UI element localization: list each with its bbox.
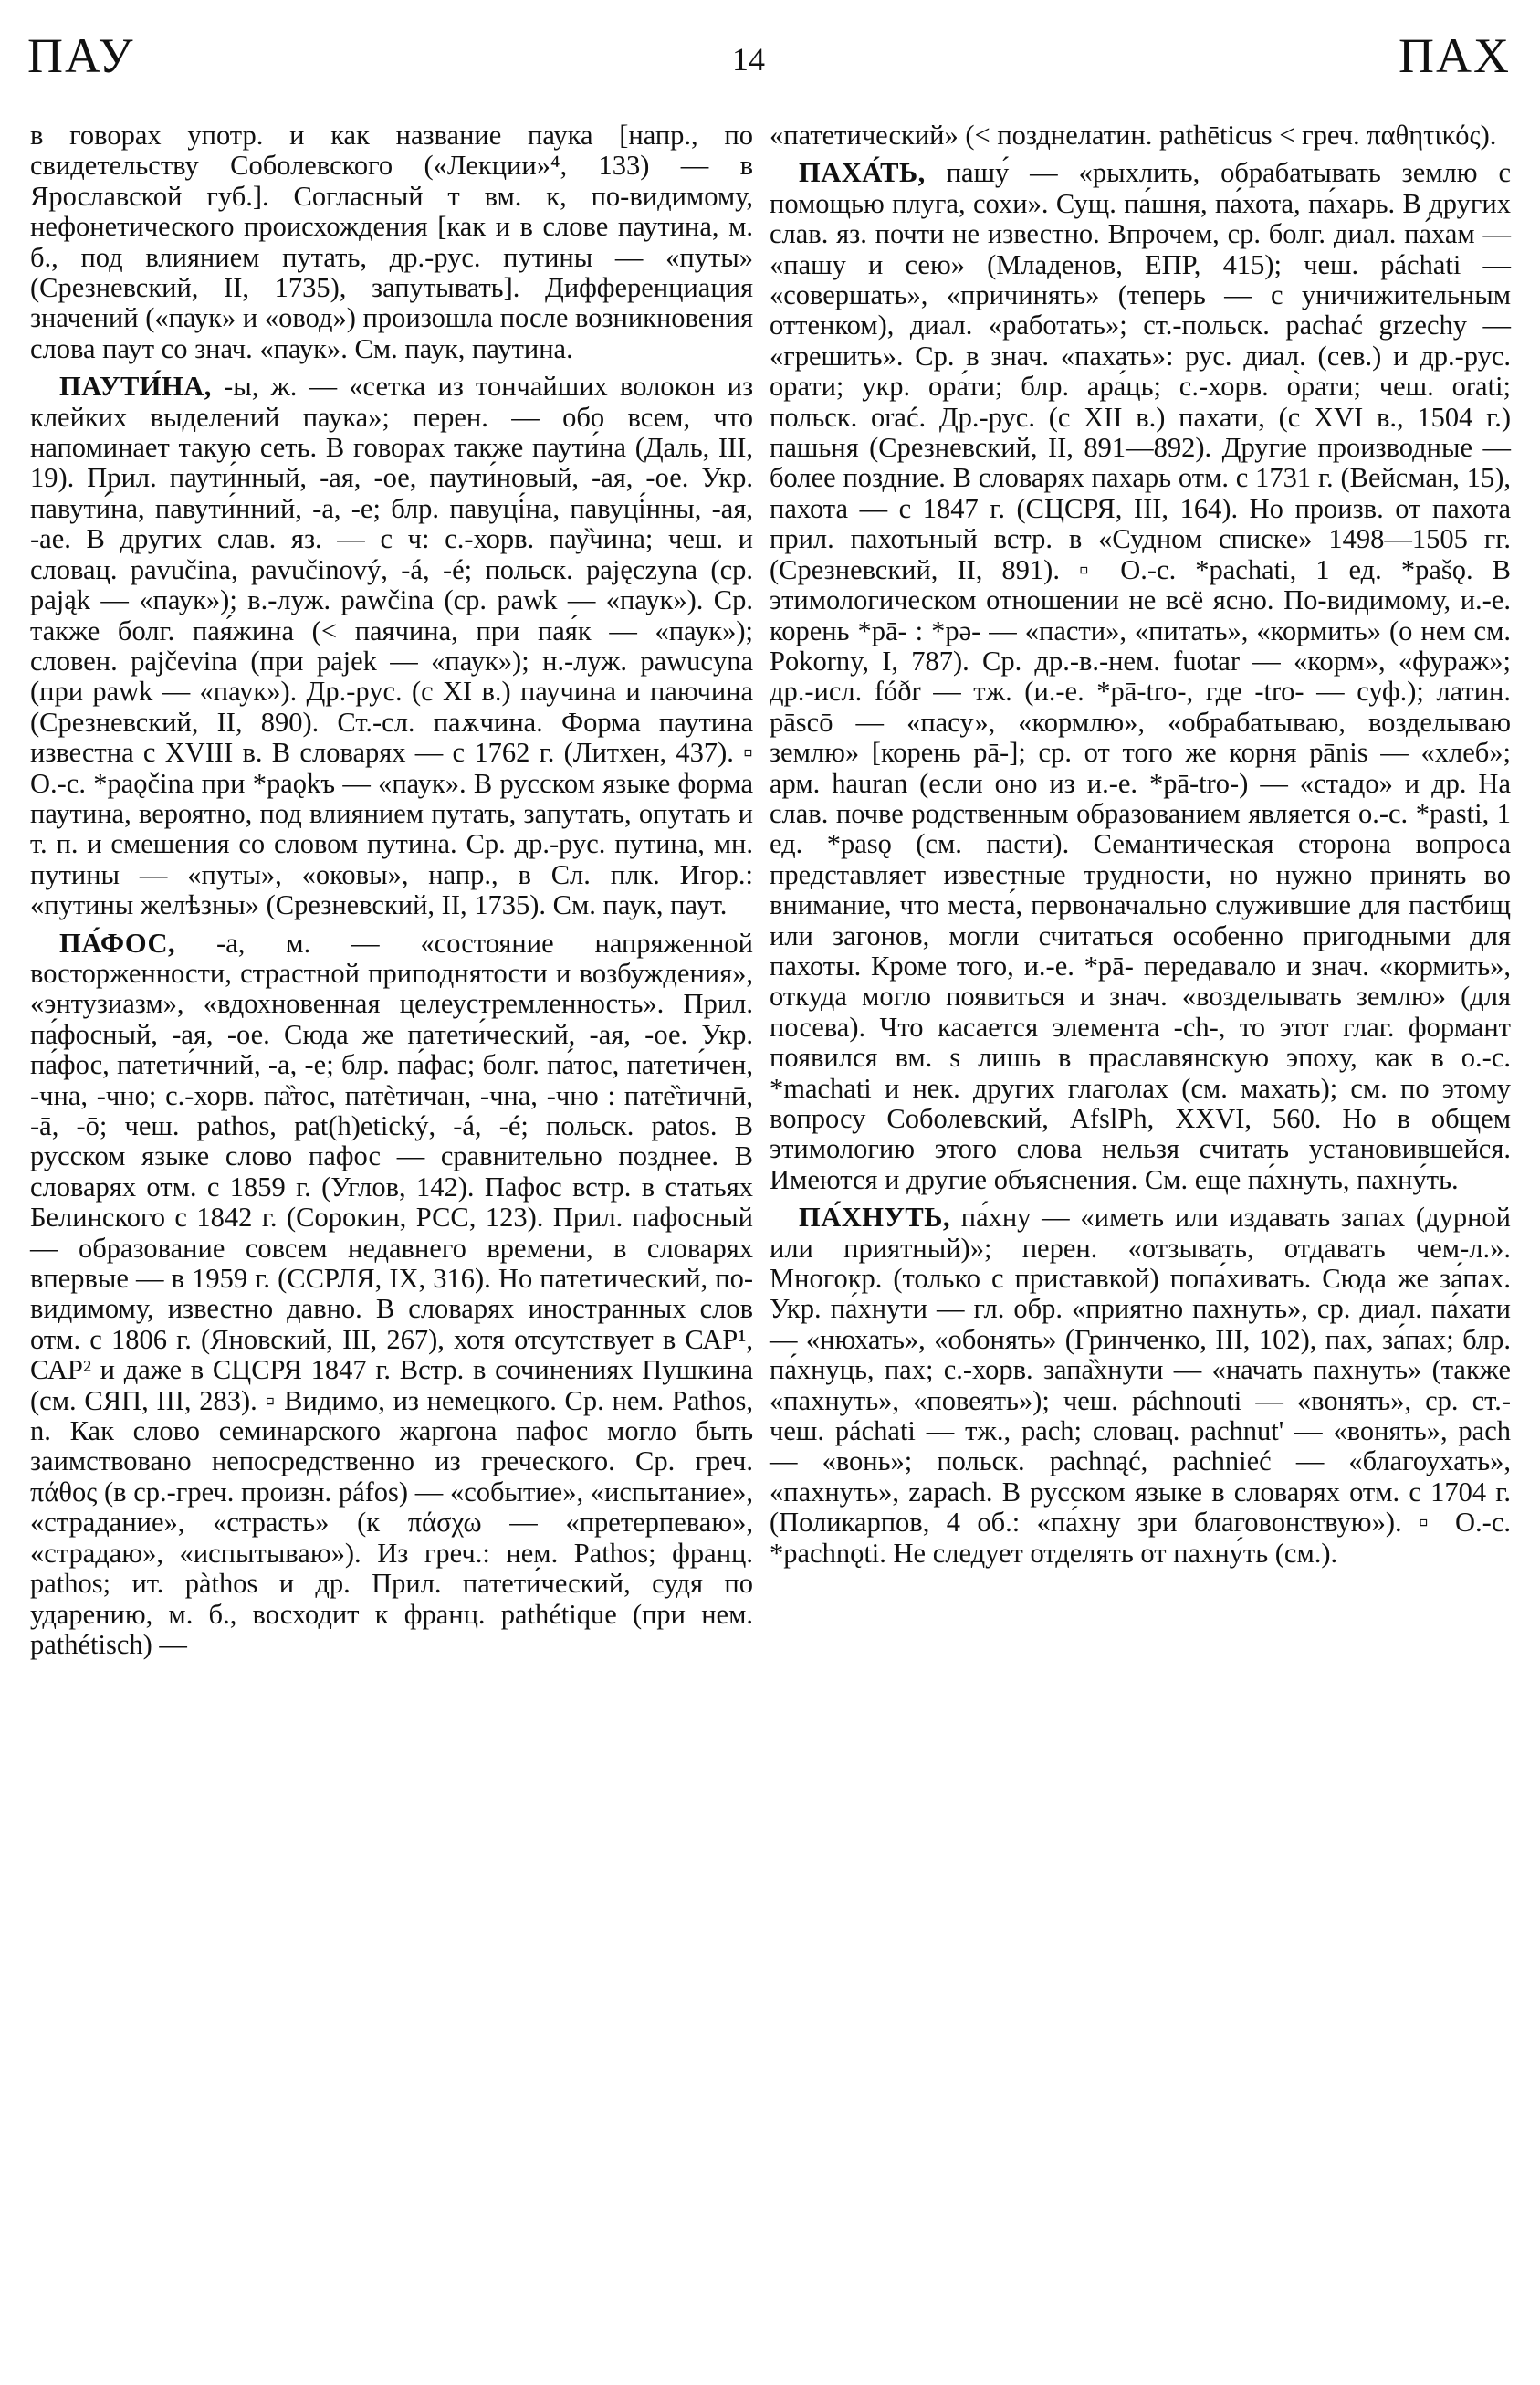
entry-text: «патетический» (< позднелатин. pathēticus < греч. παθητικός). bbox=[770, 120, 1497, 151]
entry-continuation bbox=[30, 121, 753, 364]
entry-continuation bbox=[770, 121, 1511, 151]
entry-text: па́хну — «иметь или издавать запах (дурной или приятный)»; перен. «отзывать, отдавать чем-л.». Многокр. (только с приставкой) попа́хивать. Сюда же за́пах. Укр. па́хнути — гл. обр. «приятно пахнуть», ср. диал. па́хати — «нюхать», «обонять» (Гринченко, III, 102), пах, за́пах; блр. па́хнуць, пах; с.-хорв. запа̏хнути — «начать пахнуть» (также «пахнуть», «повеять»); чеш. páchnouti — «вонять», ср. ст.-чеш. páchati — тж., pach; словац. pachnut' — «вонять», pach — «вонь»; польск. pachnąć, pachnieć — «благоухать», «пахнуть», zapach. В русском языке в словарях отм. с 1704 г. (Поликарпов, 4 об.: «па́хну зри благовонствую»). ▫ О.-с. *pachnǫti. Не следует отделять от пахну́ть (см.). bbox=[770, 1202, 1511, 1569]
entry-pakhat bbox=[770, 158, 1511, 1195]
right-column bbox=[770, 121, 1511, 1576]
entry-pakhnut bbox=[770, 1203, 1511, 1569]
headword: ПА́ФОС, bbox=[59, 927, 176, 959]
entry-text: пашу́ — «рыхлить, обрабатывать землю с помощью плуга, сохи». Сущ. па́шня, па́хота, па́харь. В других слав. яз. почти не известно. Впрочем, ср. болг. диал. па́хам — «пашу и сею» (Младенов, ЕПР, 415); чеш. páchati — «совершать», «причинять» (теперь — с уничижительным оттенком), диал. «работать»; ст.-польск. pachać grzechy — «грешить». Ср. в знач. «пахать»: рус. диал. (сев.) и др.-рус. орати; укр. ора́ти; блр. ара́ць; с.-хорв. о̀рати; чеш. orati; польск. orać. Др.-рус. (с XII в.) пахати, (с XVI в., 1504 г.) пашьня (Срезневский, II, 891—892). Другие производные — более поздние. В словарях пахарь отм. с 1731 г. (Вейсман, 15), пахота — с 1847 г. (СЦСРЯ, III, 164). Но произв. от пахота прил. пахотьный встр. в «Судном списке» 1498—1505 гг. (Срезневский, II, 891). ▫ О.-с. *pachati, 1 ед. *pašǫ. В этимологическом отношении не всё ясно. По-видимому, и.-е. корень *pā- : *pə- — «пасти», «питать», «кормить» (о нем см. Pokorny, I, 787). Ср. др.-в.-нем. fuotar — «корм», «фураж»; др.-исл. fóðr — тж. (и.-е. *pā-tro-, где -tro- — суф.); латин. pāscō — «пасу», «кормлю», «обрабатываю, возделываю землю» [корень pā-]; ср. от того же корня pānis — «хлеб»; арм. hauran (если оно из и.-е. *pā-tro-) — «стадо» и др. На слав. почве родственным образованием является о.-с. *pasti, 1 ед. *pasǫ (см. пасти). Семантическая сторона вопроса представляет известные трудности, но нужно принять во внимание, что места́, первоначально служившие для пастбищ или загонов, могли считаться особенно пригодными для пахоты. Кроме того, и.-е. *pā- передавало и знач. «кормить», откуда могло появиться и знач. «возделывать землю» (для посева). Что касается элемента -ch-, то этот глаг. формант появился вм. s лишь в праславянскую эпоху, как в о.-с. *machati и нек. других глаголах (см. махать); см. по этому вопросу Соболевский, AfslPh, XXVI, 560. Но в общем этимологию этого слова нельзя считать установившейся. Имеются и другие объяснения. См. еще па́хнуть, пахну́ть. bbox=[770, 157, 1511, 1195]
entry-text: -ы, ж. — «сетка из тончайших волокон из клейких выделений паука»; перен. — обо всем, что напоминает такую сеть. В говорах также паути́на (Даль, III, 19). Прил. паути́нный, -ая, -ое, паути́новый, -ая, -ое. Укр. павути́на, павути́нний, -а, -е; блр. павуці́на, павуці́нны, -ая, -ае. В других слав. яз. — с ч: с.-хорв. пау̏чина; чеш. и словац. pavučina, pavučinový, -á, -é; польск. pajęczyna (ср. pająk — «паук»); в.-луж. pawčina (ср. pawk — «паук»). Ср. также болг. пая́жина (< паячина, при пая́к — «паук»); словен. pajčevina (при pajek — «паук»); н.-луж. pawucyna (при pawk — «паук»). Др.-рус. (с XI в.) паучина и паючина (Срезневский, II, 890). Ст.-сл. паѫчина. Форма паутина известна с XVIII в. В словарях — с 1762 г. (Литхен, 437). ▫ О.-с. *paǫčina при *paǫkъ — «паук». В русском языке форма паутина, вероятно, под влиянием путать, запутать, опутать и т. п. и смешения со словом путина. Ср. др.-рус. путина, мн. путины — «путы», «оковы», напр., в Сл. плк. Игор.: «путины желѣзны» (Срезневский, II, 1735). См. паук, паут. bbox=[30, 371, 753, 921]
headword: ПАХА́ТЬ, bbox=[799, 157, 926, 189]
entry-pafos bbox=[30, 929, 753, 1661]
running-head-left: ПАУ bbox=[27, 28, 135, 83]
entry-text: в говорах употр. и как название паука [напр., по свидетельству Соболевского («Лекции»⁴, 133) — в Ярославской губ.]. Согласный т вм. к, по-видимому, нефонетического происхождения [как и в слове паутина, м. б., под влиянием путать, др.-рус. путины — «путы» (Срезневский, II, 1735), запутывать]. Дифференциация значений («паук» и «овод») произошла после возникновения слова паут со знач. «паук». См. паук, паутина. bbox=[30, 120, 753, 364]
entry-text: -а, м. — «состояние напряженной восторженности, страстной приподнятости и возбуждения», «энтузиазм», «вдохновенная целеустремленность». Прил. па́фосный, -ая, -ое. Сюда же патети́ческий, -ая, -ое. Укр. па́фос, патети́чний, -а, -е; блр. па́фас; болг. па́тос, патети́чен, -чна, -чно; с.-хорв. па̏тос, патѐтичан, -чна, -чно : пате̏тичнӣ, -ā, -ō; чеш. pathos, pat(h)etický, -á, -é; польск. patos. В русском языке слово пафос — сравнительно позднее. В словарях отм. с 1859 г. (Углов, 142). Пафос встр. в статьях Белинского с 1842 г. (Сорокин, РСС, 123). Прил. пафосный — образование совсем недавнего времени, в словарях впервые — в 1959 г. (ССРЛЯ, IX, 316). Но патетический, по-видимому, известно давно. В словарях иностранных слов отм. с 1806 г. (Яновский, III, 267), хотя отсутствует в САР¹, САР² и даже в СЦСРЯ 1847 г. Встр. в сочинениях Пушкина (см. СЯП, III, 283). ▫ Видимо, из немецкого. Ср. нем. Pathos, n. Как слово семинарского жаргона пафос могло быть заимствовано непосредственно из греческого. Ср. греч. πάθος (в ср.-греч. произн. páfos) — «событие», «испытание», «страдание», «страсть» (к πάσχω — «претерпеваю», «страдаю», «испытываю»). Из греч.: нем. Pathos; франц. pathos; ит. pàthos и др. Прил. патети́ческий, судя по ударению, м. б., восходит к франц. pathétique (при нем. pathétisch) — bbox=[30, 927, 753, 1660]
page-number: 14 bbox=[732, 41, 765, 78]
headword: ПА́ХНУТЬ, bbox=[799, 1202, 951, 1234]
left-column bbox=[30, 121, 753, 1667]
headword: ПАУТИ́НА, bbox=[59, 371, 212, 403]
running-head-right: ПАХ bbox=[1399, 28, 1511, 83]
entry-pautina bbox=[30, 372, 753, 920]
